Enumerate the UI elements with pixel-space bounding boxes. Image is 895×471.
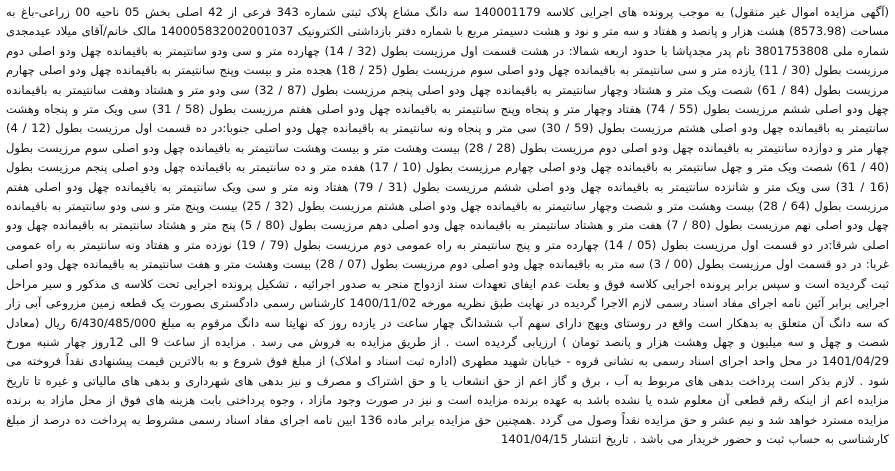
auction-notice-text: (آگهی مزایده اموال غیر منقول) به موجب پرونده های اجرایی کلاسه 140001179 سه دانگ مشاع پلاک ثبتی شماره 343 فرعی از 42 اصلی بخش 05 ناحیه 00 زراعی-باغ به مساحت (8573.98) هشت هزار و پانصد و هفتاد و سه متر و نود و هشت دسیمتر مربع با شماره دفتر بازداشتی الکترونیک 140005832002001037 مالک خانم/آقای میلاد عیدمجدی شماره ملی 3801753808 نام پدر مجدپاشا با حدود اربعه شمالا: در هشت قسمت اول مرزیست بطول (32 / 14) چهارده متر و سی ودو سانتیمتر به باقیمانده چهل ودو اصلی دوم مرزیست بطول (30 / 11) یازده متر و سی سانتیمتر به باقیمانده چهل ودو اصلی سوم مرزیست بطول (25 / 18) هجده متر و بیست وپنج سانتیمتر به باقیمانده چهل ودو اصلی چهارم مرزیست بطول (84 / 61) شصت ویک متر و هشتاد وچهار سانتیمتر به باقیمانده چهل ودو اصلی پنجم مرزیست بطول (87 / 32) سی ودو متر و هشتاد وهفت سانتیمتر به باقیمانده چهل ودو اصلی ششم مرزیست بطول (55 / 74) هفتاد وچهار متر و پنجاه وپنج سانتیمتر به باقیمانده چهل ودو اصلی هفتم مرزیست بطول (58 / 31) سی ویک متر و پنجاه وهشت سانتیمتر به باقیمانده چهل ودو اصلی هشتم مرزیست بطول (59 / 30) سی متر و پنجاه ونه سانتیمتر به باقیمانده چهل ودو اصلی جنوبا:در ده قسمت اول مرزیست بطول (12 / 4) چهار متر و دوازده سانتیمتر به باقیمانده چهل ودو اصلی دوم مرزیست بطول (28 / 28) بیست وهشت متر و بیست وهشت سانتیمتر به باقیمانده چهل ودو اصلی سوم مرزیست بطول (40 / 61) شصت ویک متر و چهل سانتیمتر به باقیمانده چهل ودو اصلی چهارم مرزیست بطول (10 / 17) هفده متر و ده سانتیمتر به باقیمانده چهل ودو اصلی پنجم مرزیست بطول (16 / 31) سی ویک متر و شانزده سانتیمتر به باقیمانده چهل ودو اصلی ششم مرزیست بطول (31 / 79) هفتاد ونه متر و سی ویک سانتیمتر به باقیمانده چهل ودو اصلی هفتم مرزیست بطول (64 / 28) بیست وهشت متر و شصت وچهار سانتیمتر به باقیمانده چهل ودو اصلی هشتم مرزیست بطول (32 / 25) بیست وپنج متر و سی ودو سانتیمتر به باقیمانده چهل ودو اصلی نهم مرزیست بطول (80 / 7) هفت متر و هشتاد سانتیمتر به باقیمانده چهل ودو اصلی دهم مرزیست بطول (80 / 5) پنج متر و هشتاد سانتیمتر به باقیمانده چهل ودو اصلی شرقا:در دو قسمت اول مرزیست بطول (05 / 14) چهارده متر و پنج سانتیمتر به راه عمومی دوم مرزیست بطول (79 / 19) نوزده متر و هفتاد ونه سانتیمتر به راه عمومی غربا: در دو قسمت اول مرزیست بطول (00 / 3) سه متر به باقیمانده چهل ودو اصلی دوم مرزیست بطول (07 / 28) بیست وهشت متر و هفت سانتیمتر به باقیمانده چهل ودو اصلی ثبت گردیده است و سپس برابر پرونده اجرایی کلاسه فوق و بعلت عدم ایفای تعهدات سند ازدواج منجر به صدور اجرائیه ، تشکیل پرونده اجرایی تحت کلاسه ی مذکور و سیر مراحل اجرایی برابر آئین نامه اجرای مفاد اسناد رسمی لازم الاجرا گردیده در نهایت طبق نظریه مورخه 1400/11/02 کارشناس رسمی دادگستری بصورت یک قطعه زمین مزروعی آبی زار که سه دانگ آن متعلق به بدهکار است واقع در روستای ویهج دارای سهم آب ششدانگ چهار ساعت در یازده روز که نهایتا سه دانگ مرقوم به مبلغ 6/430/485/000 ریال (معادل شصت و چهل و سه میلیون و چهل وهشت هزار و پانصد تومان ) ارزیابی گردیده است . از طریق مزایده به فروش می رسد . مزایده از ساعت 9 الی 12روز چهار شنبه مورخ 1401/04/29 در محل واحد اجرای اسناد رسمی به نشانی قروه - خیابان شهید مطهری (اداره ثبت اسناد و املاک) از مبلغ فوق شروع و به بالاترین قیمت پیشنهادی نقداً فروخته می شود . لازم بذکر است پرداخت بدهی های مربوط به آب ، برق و گاز اعم از حق انشعاب یا و حق اشتراک و مصرف و نیز بدهی های شهرداری و بدهی های مالیاتی و غیره تا تاریخ مزایده اعم از اینکه رقم قطعی آن معلوم شده یا نشده باشد به عهده برنده مزایده است و نیز در صورت وجود مازاد ، وجوه پرداختی بابت هزینه های فوق از محل مازاد به برنده مزایده مسترد خواهد شد و نیم عشر و حق مزایده نقداً وصول می گردد .همچنین حق مزایده برابر ماده 136 ایین نامه اجرای مفاد اسناد رسمی مشروط به پرداخت ده درصد از مبلغ کارشناسی به حساب ثبت و حضور خریدار می باشد . تاریخ انتشار 1401/04/15 [6,5,890,446]
